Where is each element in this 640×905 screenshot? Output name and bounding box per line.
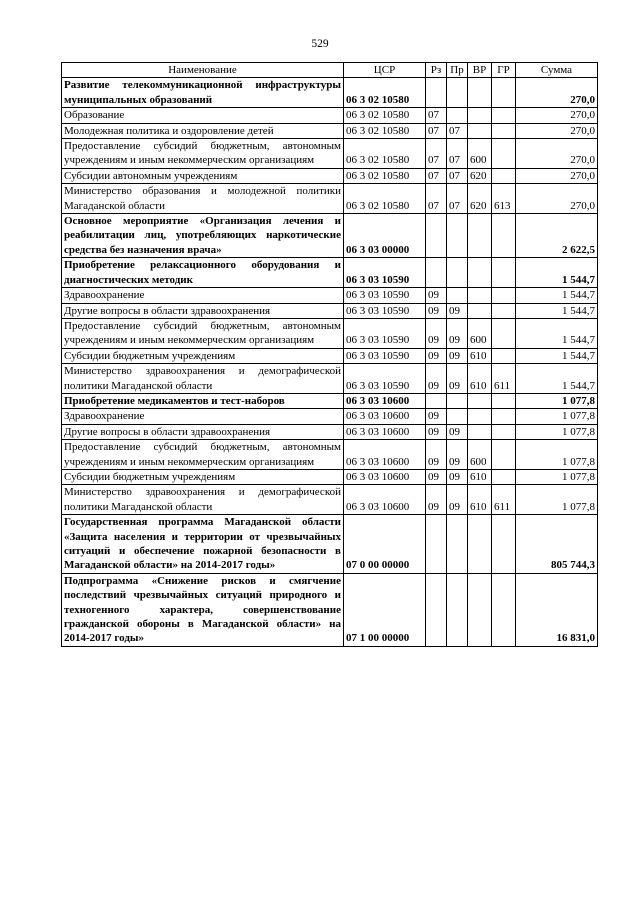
cell-gr: [492, 258, 516, 288]
cell-sum: 270,0: [516, 168, 598, 183]
header-name: Наименование: [62, 63, 344, 78]
cell-csr: 06 3 03 00000: [344, 214, 426, 258]
cell-pr: [447, 214, 468, 258]
cell-sum: 270,0: [516, 139, 598, 169]
cell-csr: 06 3 03 10590: [344, 318, 426, 348]
cell-gr: [492, 348, 516, 363]
cell-pr: 07: [447, 184, 468, 214]
cell-sum: 1 077,8: [516, 393, 598, 408]
table-row: [62, 139, 598, 169]
cell-pr: 09: [447, 424, 468, 439]
cell-sum: 1 544,7: [516, 258, 598, 288]
cell-sum: 1 077,8: [516, 424, 598, 439]
cell-csr: 06 3 02 10580: [344, 78, 426, 108]
table-row: [62, 258, 598, 288]
table-row: [62, 409, 598, 424]
cell-gr: [492, 573, 516, 646]
cell-csr: 06 3 03 10590: [344, 348, 426, 363]
cell-vr: [468, 515, 492, 574]
cell-pr: 09: [447, 348, 468, 363]
cell-rz: [426, 258, 447, 288]
cell-sum: 270,0: [516, 123, 598, 138]
cell-vr: [468, 108, 492, 123]
cell-sum: 1 544,7: [516, 303, 598, 318]
cell-csr: 06 3 03 10600: [344, 393, 426, 408]
cell-name: Другие вопросы в области здравоохранения: [62, 424, 344, 439]
cell-pr: 07: [447, 168, 468, 183]
cell-gr: [492, 168, 516, 183]
cell-rz: 07: [426, 123, 447, 138]
header-gr: ГР: [492, 63, 516, 78]
cell-rz: 09: [426, 364, 447, 394]
cell-rz: 07: [426, 108, 447, 123]
table-row: [62, 303, 598, 318]
cell-name: Предоставление субсидий бюджетным, автономным учреждениям и иным некоммерческим организациям: [62, 318, 344, 348]
cell-pr: 09: [447, 318, 468, 348]
cell-csr: 06 3 03 10590: [344, 288, 426, 303]
cell-gr: [492, 440, 516, 470]
cell-rz: 09: [426, 440, 447, 470]
cell-vr: 620: [468, 184, 492, 214]
cell-vr: [468, 409, 492, 424]
cell-rz: 09: [426, 424, 447, 439]
cell-pr: 09: [447, 469, 468, 484]
cell-rz: 09: [426, 348, 447, 363]
cell-gr: [492, 78, 516, 108]
table-row: [62, 288, 598, 303]
header-vr: ВР: [468, 63, 492, 78]
cell-sum: 1 077,8: [516, 409, 598, 424]
cell-vr: 620: [468, 168, 492, 183]
table-row: [62, 485, 598, 515]
cell-rz: 09: [426, 318, 447, 348]
cell-sum: 1 544,7: [516, 288, 598, 303]
cell-name: Министерство здравоохранения и демографической политики Магаданской области: [62, 364, 344, 394]
cell-pr: 09: [447, 364, 468, 394]
cell-vr: [468, 393, 492, 408]
page-number: 529: [311, 38, 329, 50]
cell-name: Молодежная политика и оздоровление детей: [62, 123, 344, 138]
cell-csr: 07 1 00 00000: [344, 573, 426, 646]
table-row: [62, 573, 598, 646]
cell-vr: [468, 573, 492, 646]
cell-rz: 09: [426, 303, 447, 318]
cell-rz: 07: [426, 184, 447, 214]
cell-rz: 07: [426, 168, 447, 183]
cell-gr: [492, 409, 516, 424]
cell-gr: 611: [492, 364, 516, 394]
cell-name: Образование: [62, 108, 344, 123]
table-row: [62, 440, 598, 470]
cell-vr: 600: [468, 440, 492, 470]
cell-sum: 1 544,7: [516, 348, 598, 363]
header-sum: Сумма: [516, 63, 598, 78]
cell-rz: [426, 515, 447, 574]
cell-pr: 09: [447, 303, 468, 318]
cell-csr: 07 0 00 00000: [344, 515, 426, 574]
cell-csr: 06 3 03 10600: [344, 424, 426, 439]
cell-name: Субсидии бюджетным учреждениям: [62, 469, 344, 484]
cell-rz: [426, 78, 447, 108]
table-row: [62, 393, 598, 408]
cell-name: Здравоохранение: [62, 409, 344, 424]
cell-sum: 16 831,0: [516, 573, 598, 646]
cell-rz: 09: [426, 288, 447, 303]
table-row: [62, 348, 598, 363]
cell-csr: 06 3 03 10600: [344, 409, 426, 424]
cell-name: Субсидии автономным учреждениям: [62, 168, 344, 183]
cell-vr: [468, 288, 492, 303]
cell-sum: 270,0: [516, 184, 598, 214]
cell-vr: 610: [468, 485, 492, 515]
cell-rz: 09: [426, 409, 447, 424]
cell-gr: 613: [492, 184, 516, 214]
cell-vr: 600: [468, 318, 492, 348]
cell-sum: 270,0: [516, 78, 598, 108]
cell-rz: [426, 214, 447, 258]
cell-name: Развитие телекоммуникационной инфраструктуры муниципальных образований: [62, 78, 344, 108]
header-csr: ЦСР: [344, 63, 426, 78]
cell-sum: 1 544,7: [516, 318, 598, 348]
cell-sum: 1 077,8: [516, 469, 598, 484]
cell-sum: 270,0: [516, 108, 598, 123]
cell-sum: 1 544,7: [516, 364, 598, 394]
cell-name: Министерство здравоохранения и демографической политики Магаданской области: [62, 485, 344, 515]
cell-pr: [447, 409, 468, 424]
cell-gr: [492, 469, 516, 484]
cell-csr: 06 3 02 10580: [344, 108, 426, 123]
cell-vr: [468, 78, 492, 108]
table-row: [62, 515, 598, 574]
cell-csr: 06 3 03 10590: [344, 258, 426, 288]
cell-csr: 06 3 03 10600: [344, 440, 426, 470]
cell-gr: [492, 303, 516, 318]
cell-name: Приобретение медикаментов и тест-наборов: [62, 393, 344, 408]
cell-gr: [492, 393, 516, 408]
cell-sum: 1 077,8: [516, 440, 598, 470]
cell-vr: 610: [468, 348, 492, 363]
cell-name: Предоставление субсидий бюджетным, автономным учреждениям и иным некоммерческим организациям: [62, 139, 344, 169]
cell-pr: 09: [447, 485, 468, 515]
cell-sum: 805 744,3: [516, 515, 598, 574]
cell-name: Подпрограмма «Снижение рисков и смягчение последствий чрезвычайных ситуаций природного и техногенного характера, совершенствование гражданской обороны в Магаданской области» на 2014-2017 годы»: [62, 573, 344, 646]
budget-table: [61, 62, 598, 647]
cell-vr: 610: [468, 469, 492, 484]
cell-csr: 06 3 02 10580: [344, 139, 426, 169]
cell-gr: [492, 123, 516, 138]
table-row: [62, 123, 598, 138]
header-pr: Пр: [447, 63, 468, 78]
table-row: [62, 168, 598, 183]
table-row: [62, 78, 598, 108]
cell-gr: [492, 424, 516, 439]
cell-name: Субсидии бюджетным учреждениям: [62, 348, 344, 363]
cell-csr: 06 3 02 10580: [344, 123, 426, 138]
cell-sum: 1 077,8: [516, 485, 598, 515]
cell-name: Предоставление субсидий бюджетным, автономным учреждениям и иным некоммерческим организациям: [62, 440, 344, 470]
cell-gr: [492, 108, 516, 123]
table-row: [62, 318, 598, 348]
cell-vr: [468, 258, 492, 288]
cell-name: Другие вопросы в области здравоохранения: [62, 303, 344, 318]
cell-csr: 06 3 02 10580: [344, 168, 426, 183]
cell-gr: [492, 318, 516, 348]
cell-pr: [447, 108, 468, 123]
cell-name: Приобретение релаксационного оборудования и диагностических методик: [62, 258, 344, 288]
cell-pr: [447, 78, 468, 108]
cell-pr: [447, 393, 468, 408]
cell-gr: [492, 288, 516, 303]
cell-name: Государственная программа Магаданской области «Защита населения и территории от чрезвычайных ситуаций и обеспечение пожарной безопасности в Магаданской области» на 2014-2017 годы»: [62, 515, 344, 574]
cell-name: Основное мероприятие «Организация лечения и реабилитации лиц, употребляющих наркотические средства без назначения врача»: [62, 214, 344, 258]
table-body: [62, 78, 598, 646]
cell-csr: 06 3 03 10600: [344, 469, 426, 484]
cell-vr: [468, 424, 492, 439]
cell-rz: 09: [426, 469, 447, 484]
cell-pr: [447, 288, 468, 303]
table-row: [62, 469, 598, 484]
table-row: [62, 424, 598, 439]
table-header-row: [62, 63, 598, 78]
cell-vr: 610: [468, 364, 492, 394]
cell-rz: [426, 393, 447, 408]
cell-sum: 2 622,5: [516, 214, 598, 258]
cell-gr: [492, 139, 516, 169]
table-row: [62, 184, 598, 214]
cell-gr: [492, 515, 516, 574]
table-row: [62, 214, 598, 258]
cell-csr: 06 3 02 10580: [344, 184, 426, 214]
table-row: [62, 364, 598, 394]
cell-vr: 600: [468, 139, 492, 169]
cell-gr: 611: [492, 485, 516, 515]
cell-name: Министерство образования и молодежной политики Магаданской области: [62, 184, 344, 214]
header-rz: Рз: [426, 63, 447, 78]
cell-vr: [468, 303, 492, 318]
cell-rz: 09: [426, 485, 447, 515]
cell-name: Здравоохранение: [62, 288, 344, 303]
cell-vr: [468, 214, 492, 258]
cell-pr: 07: [447, 139, 468, 169]
cell-pr: 09: [447, 440, 468, 470]
cell-pr: [447, 258, 468, 288]
cell-rz: [426, 573, 447, 646]
cell-vr: [468, 123, 492, 138]
cell-pr: [447, 515, 468, 574]
cell-rz: 07: [426, 139, 447, 169]
cell-csr: 06 3 03 10590: [344, 364, 426, 394]
cell-csr: 06 3 03 10590: [344, 303, 426, 318]
cell-csr: 06 3 03 10600: [344, 485, 426, 515]
table-row: [62, 108, 598, 123]
cell-pr: [447, 573, 468, 646]
cell-gr: [492, 214, 516, 258]
cell-pr: 07: [447, 123, 468, 138]
